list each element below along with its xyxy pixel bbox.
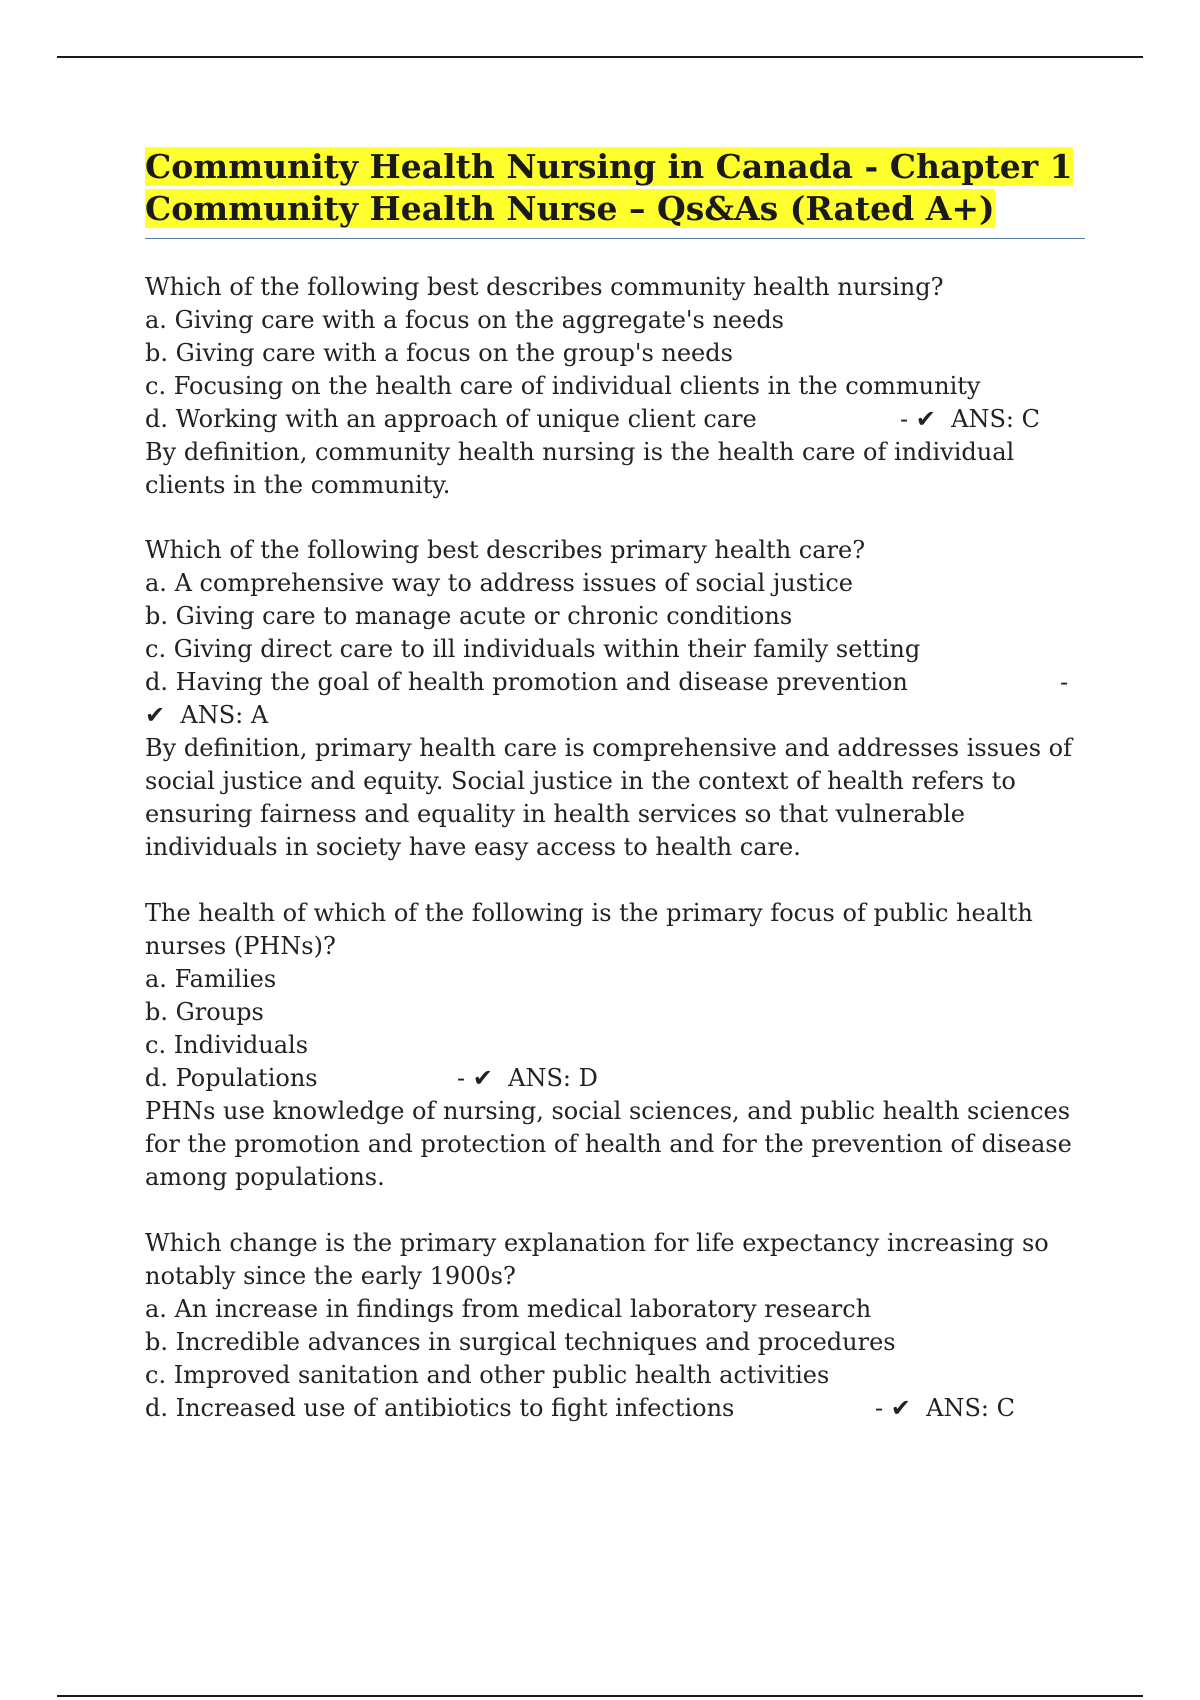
- option-d-row: [145, 403, 1085, 436]
- title-line-2: Community Health Nurse – Qs&As (Rated A+): [145, 189, 995, 228]
- page-bottom-rule: [57, 1695, 1143, 1697]
- option-a: a. An increase in findings from medical laboratory research: [145, 1295, 872, 1323]
- document-body: [145, 146, 1085, 1425]
- option-c: c. Giving direct care to ill individuals within their family setting: [145, 635, 921, 663]
- answer-key: - ✔ ANS: C: [875, 1394, 1015, 1422]
- option-d: d. Working with an approach of unique client care: [145, 405, 757, 433]
- question-block-4: [145, 1227, 1085, 1425]
- option-d: d. Having the goal of health promotion and disease prevention: [145, 668, 908, 696]
- document-title: [145, 146, 1085, 239]
- option-c: c. Improved sanitation and other public health activities: [145, 1361, 830, 1389]
- question-text: Which of the following best describes community health nursing?: [145, 273, 944, 301]
- option-a: a. Families: [145, 965, 277, 993]
- option-d-row: [145, 666, 1085, 699]
- option-d: d. Increased use of antibiotics to fight infections: [145, 1394, 735, 1422]
- title-line-1: Community Health Nursing in Canada - Chapter 1: [145, 147, 1073, 186]
- option-c: c. Individuals: [145, 1031, 309, 1059]
- option-d-row: [145, 1062, 1085, 1095]
- option-a: a. A comprehensive way to address issues of social justice: [145, 569, 853, 597]
- answer-explanation: PHNs use knowledge of nursing, social sciences, and public health sciences for the promotion and protection of health and for the prevention of disease among populations.: [145, 1097, 1072, 1191]
- option-a: a. Giving care with a focus on the aggregate's needs: [145, 306, 784, 334]
- question-block-3: [145, 897, 1085, 1194]
- answer-explanation: By definition, primary health care is comprehensive and addresses issues of social justice and equity. Social justice in the context of health refers to ensuring fairness and equality in health services so that vulnerable individuals in society have easy access to health care.: [145, 734, 1072, 861]
- option-b: b. Incredible advances in surgical techniques and procedures: [145, 1328, 896, 1356]
- option-d-row: [145, 1392, 1085, 1425]
- option-b: b. Groups: [145, 998, 264, 1026]
- answer-key: - ✔ ANS: D: [457, 1064, 598, 1092]
- question-text: The health of which of the following is the primary focus of public health nurses (PHNs)?: [145, 899, 1033, 960]
- option-c: c. Focusing on the health care of individual clients in the community: [145, 372, 981, 400]
- question-text: Which of the following best describes primary health care?: [145, 536, 866, 564]
- answer-explanation: By definition, community health nursing is the health care of individual clients in the community.: [145, 438, 1015, 499]
- option-d: d. Populations: [145, 1064, 318, 1092]
- page-top-rule: [57, 56, 1143, 58]
- answer-dash: -: [1060, 668, 1069, 696]
- question-text: Which change is the primary explanation for life expectancy increasing so notably since the early 1900s?: [145, 1229, 1049, 1290]
- answer-key: - ✔ ANS: C: [900, 405, 1040, 433]
- question-block-1: [145, 271, 1085, 502]
- question-block-2: [145, 534, 1085, 864]
- answer-key: ✔ ANS: A: [145, 701, 269, 729]
- option-b: b. Giving care with a focus on the group's needs: [145, 339, 733, 367]
- option-b: b. Giving care to manage acute or chronic conditions: [145, 602, 793, 630]
